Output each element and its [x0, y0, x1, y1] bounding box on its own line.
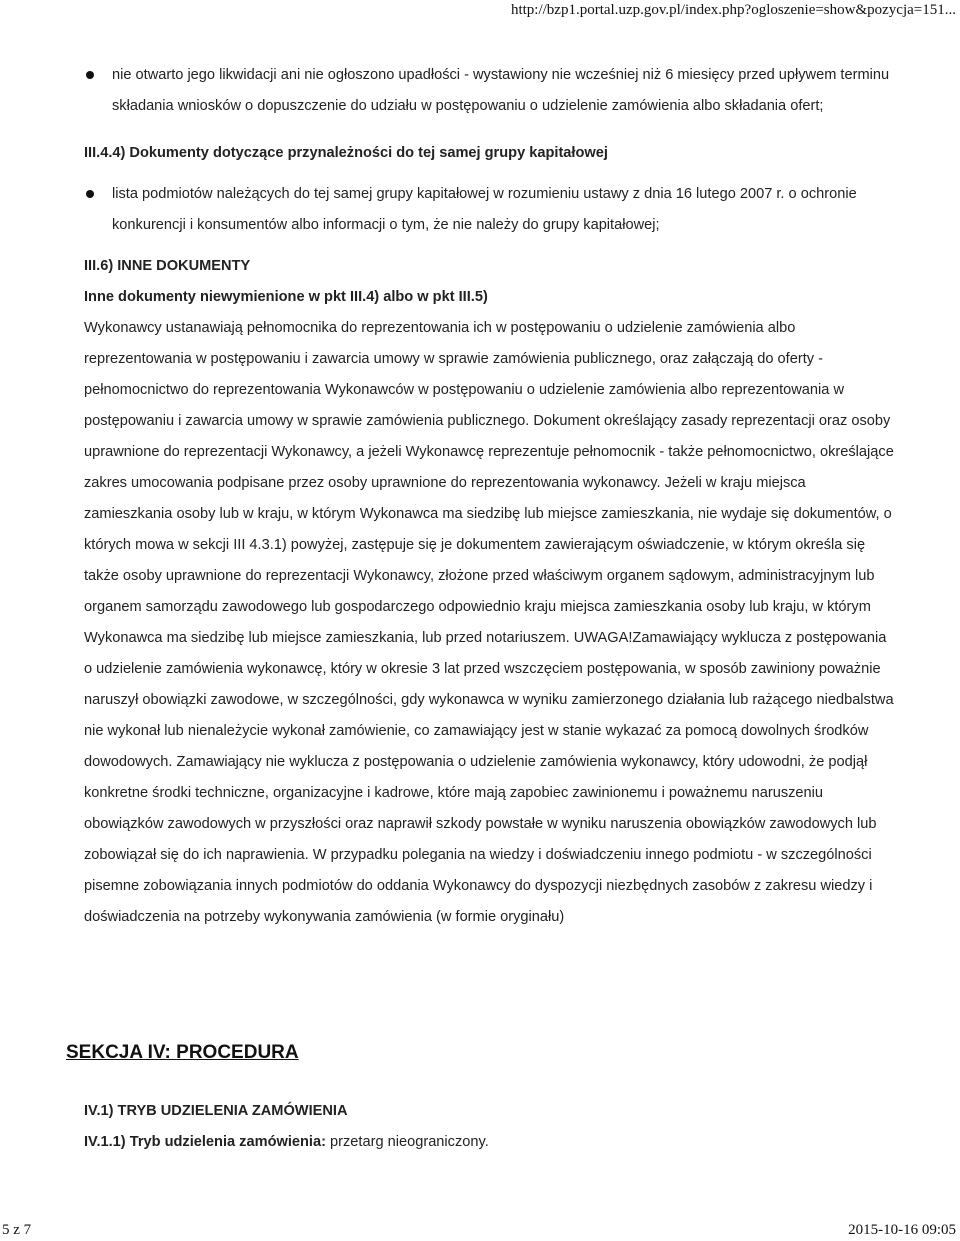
print-footer-page: 5 z 7 — [2, 1222, 32, 1238]
list-item — [84, 179, 894, 241]
heading-iii-4-4: III.4.4) Dokumenty dotyczące przynależności do tej samej grupy kapitałowej — [84, 145, 608, 161]
print-header-url: http://bzp1.portal.uzp.gov.pl/index.php?ogloszenie=show&pozycja=151... — [510, 2, 956, 18]
section-title: SEKCJA IV: PROCEDURA — [66, 1042, 299, 1063]
label-procedure-mode: IV.1.1) Tryb udzielenia zamówienia: — [84, 1134, 326, 1150]
bullet-icon — [86, 190, 94, 198]
list-item — [84, 60, 894, 122]
bullet-icon — [86, 71, 94, 79]
bullet-text: nie otwarto jego likwidacji ani nie ogłoszono upadłości - wystawiony nie wcześniej niż 6 miesięcy przed upływem terminu składania wniosków o dopuszczenie do udziału w postępowaniu o udzielenie zamówienia albo składania ofert; — [112, 67, 890, 114]
value-procedure-mode: przetarg nieograniczony. — [330, 1134, 489, 1150]
paragraph-other-documents: Wykonawcy ustanawiają pełnomocnika do reprezentowania ich w postępowaniu o udzielenie zamówienia albo reprezentowania w postępowaniu i zawarcia umowy w sprawie zamówienia publicznego, oraz załączają do oferty - pełnomocnictwo do reprezentowania Wykonawców w postępowaniu o udzielenie zamówienia albo reprezentowania w postępowaniu i zawarcia umowy w sprawie zamówienia publicznego. Dokument określający zasady reprezentacji oraz osoby uprawnione do reprezentacji Wykonawcy, a jeżeli Wykonawcę reprezentuje pełnomocnik - także pełnomocnictwo, określające zakres umocowania podpisane przez osoby uprawnione do reprezentowania wykonawcy. Jeżeli w kraju miejsca zamieszkania osoby lub w kraju, w którym Wykonawca ma siedzibę lub miejsce zamieszkania, nie wydaje się dokumentów, o których mowa w sekcji III 4.3.1) powyżej, zastępuje się je dokumentem zawierającym oświadczenie, w którym określa się także osoby uprawnione do reprezentacji Wykonawcy, złożone przed właściwym organem sądowym, administracyjnym lub organem samorządu zawodowego lub gospodarczego odpowiednio kraju miejsca zamieszkania osoby lub kraju, w którym Wykonawca ma siedzibę lub miejsce zamieszkania, lub przed notariuszem. UWAGA!Zamawiający wyklucza z postępowania o udzielenie zamówienia wykonawcę, który w okresie 3 lat przed wszczęciem postępowania, w sposób zawiniony poważnie naruszył obowiązki zawodowe, w szczególności, gdy wykonawca w wyniku zamierzonego działania lub rażącego niedbalstwa nie wykonał lub nienależycie wykonał zamówienie, co zamawiający jest w stanie wykazać za pomocą dowolnych środków dowodowych. Zamawiający nie wyklucza z postępowania o udzielenie zamówienia wykonawcy, który udowodni, że podjął konkretne środki techniczne, organizacyjne i kadrowe, które mają zapobiec zawinionemu i poważnemu naruszeniu obowiązków zawodowych w przyszłości oraz naprawił szkody powstałe w wyniku naruszenia obowiązków zawodowych lub zobowiązał się do ich naprawienia. W przypadku polegania na wiedzy i doświadczeniu innego podmiotu - w szczególności pisemne zobowiązania innych podmiotów do oddania Wykonawcy do dyspozycji niezbędnych zasobów z zakresu wiedzy i doświadczenia na potrzeby wykonywania zamówienia (w formie oryginału) — [84, 320, 894, 925]
print-footer-timestamp: 2015-10-16 09:05 — [848, 1222, 956, 1238]
heading-iii-6-sub: Inne dokumenty niewymienione w pkt III.4) albo w pkt III.5) — [84, 289, 488, 305]
section-iv-block — [84, 1096, 489, 1158]
heading-iv-1: IV.1) TRYB UDZIELENIA ZAMÓWIENIA — [84, 1103, 348, 1119]
heading-iv-1-1 — [84, 1127, 489, 1158]
heading-iii-6: III.6) INNE DOKUMENTY — [84, 258, 251, 274]
document-body — [84, 60, 894, 933]
bullet-text: lista podmiotów należących do tej samej grupy kapitałowej w rozumieniu ustawy z dnia 16 lutego 2007 r. o ochronie konkurencji i konsumentów albo informacji o tym, że nie należy do grupy kapitałowej; — [112, 186, 857, 233]
